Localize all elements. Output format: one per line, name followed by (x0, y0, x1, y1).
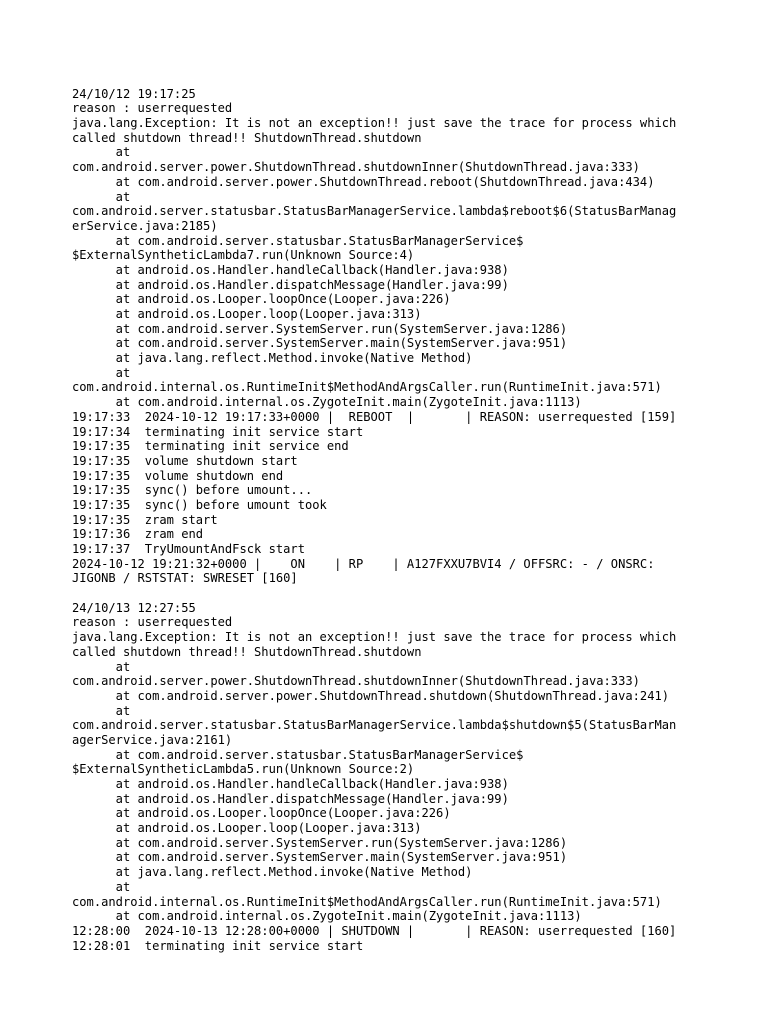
log-line: com.android.server.power.ShutdownThread.shutdownInner(ShutdownThread.java:333) (72, 160, 640, 175)
log-line: reason : userrequested (72, 615, 233, 630)
log-line: at android.os.Handler.handleCallback(Handler.java:938) (72, 777, 509, 791)
log-line: java.lang.Exception: It is not an exception!! just save the trace for process which (72, 116, 677, 131)
log-line: com.android.internal.os.RuntimeInit$MethodAndArgsCaller.run(RuntimeInit.java:571) (72, 894, 662, 909)
log-line: at com.android.server.SystemServer.run(SystemServer.java:1286) (72, 321, 568, 336)
log-line (72, 586, 712, 601)
log-line: at android.os.Looper.loop(Looper.java:313) (72, 307, 422, 321)
log-line: at com.android.internal.os.ZygoteInit.main(ZygoteInit.java:1113) (72, 909, 582, 924)
log-line: 24/10/13 12:27:55 (72, 600, 196, 615)
log-line: erService.java:2185) (72, 218, 218, 233)
log-line: 19:17:36 zram end (72, 527, 204, 542)
log-line: at (72, 879, 131, 894)
log-line: $ExternalSyntheticLambda5.run(Unknown Source:2) (72, 762, 415, 777)
log-line: agerService.java:2161) (72, 732, 233, 747)
log-line: 19:17:34 terminating init service start (72, 424, 364, 439)
log-line: JIGONB / RSTSTAT: SWRESET [160] (72, 571, 298, 586)
log-line: 2024-10-12 19:21:32+0000 | ON | RP | A127FXXU7BVI4 / OFFSRC: - / ONSRC: (72, 556, 655, 571)
log-document (72, 72, 712, 953)
log-line: 19:17:33 2024-10-12 19:17:33+0000 | REBOOT | | REASON: userrequested [159] (72, 409, 677, 424)
log-line: com.android.server.power.ShutdownThread.shutdownInner(ShutdownThread.java:333) (72, 674, 640, 689)
log-line: reason : userrequested (72, 101, 233, 116)
log-line: 12:28:01 terminating init service start (72, 938, 364, 953)
log-line: 19:17:35 sync() before umount... (72, 483, 313, 498)
log-line: 12:28:00 2024-10-13 12:28:00+0000 | SHUTDOWN | | REASON: userrequested [160] (72, 923, 677, 938)
log-line: at (72, 145, 131, 160)
log-line: $ExternalSyntheticLambda7.run(Unknown Source:4) (72, 248, 415, 263)
log-line: at com.android.server.SystemServer.main(SystemServer.java:951) (72, 336, 568, 351)
log-line: at com.android.server.SystemServer.main(SystemServer.java:951) (72, 850, 568, 865)
log-line: at android.os.Handler.handleCallback(Handler.java:938) (72, 262, 509, 277)
log-line: at (72, 189, 131, 204)
log-line: at java.lang.reflect.Method.invoke(Native Method) (72, 351, 473, 366)
log-line: 19:17:35 zram start (72, 512, 218, 527)
log-line: at android.os.Handler.dispatchMessage(Handler.java:99) (72, 277, 509, 292)
log-line: com.android.internal.os.RuntimeInit$MethodAndArgsCaller.run(RuntimeInit.java:571) (72, 380, 662, 395)
log-line: called shutdown thread!! ShutdownThread.shutdown (72, 130, 422, 145)
log-line: com.android.server.statusbar.StatusBarManagerService.lambda$reboot$6(StatusBarManag (72, 204, 677, 219)
log-line: 24/10/12 19:17:25 (72, 86, 196, 101)
log-line: at (72, 703, 131, 718)
log-line: at android.os.Looper.loopOnce(Looper.java:226) (72, 806, 451, 821)
log-line: at com.android.server.statusbar.StatusBarManagerService$ (72, 747, 524, 762)
log-line: at android.os.Looper.loopOnce(Looper.java:226) (72, 292, 451, 307)
log-line: at com.android.server.statusbar.StatusBarManagerService$ (72, 233, 524, 248)
log-line: at com.android.server.power.ShutdownThread.shutdown(ShutdownThread.java:241) (72, 688, 670, 703)
log-line: at java.lang.reflect.Method.invoke(Native Method) (72, 865, 473, 880)
log-line: java.lang.Exception: It is not an exception!! just save the trace for process which (72, 630, 677, 645)
log-line: at (72, 365, 131, 380)
log-line: at android.os.Handler.dispatchMessage(Handler.java:99) (72, 791, 509, 806)
log-line: 19:17:35 sync() before umount took (72, 497, 327, 512)
log-line: at (72, 659, 131, 674)
log-line: at com.android.server.SystemServer.run(SystemServer.java:1286) (72, 835, 568, 850)
log-line: 19:17:35 volume shutdown end (72, 468, 284, 483)
log-line: called shutdown thread!! ShutdownThread.shutdown (72, 644, 422, 659)
log-line (72, 72, 712, 87)
log-line: at com.android.internal.os.ZygoteInit.main(ZygoteInit.java:1113) (72, 395, 582, 410)
log-line: 19:17:35 volume shutdown start (72, 453, 298, 468)
log-line: 19:17:37 TryUmountAndFsck start (72, 542, 305, 556)
log-line: com.android.server.statusbar.StatusBarManagerService.lambda$shutdown$5(StatusBarMan (72, 718, 677, 733)
log-line: at com.android.server.power.ShutdownThread.reboot(ShutdownThread.java:434) (72, 174, 655, 189)
log-line: at android.os.Looper.loop(Looper.java:313) (72, 821, 422, 836)
log-line: 19:17:35 terminating init service end (72, 439, 349, 454)
